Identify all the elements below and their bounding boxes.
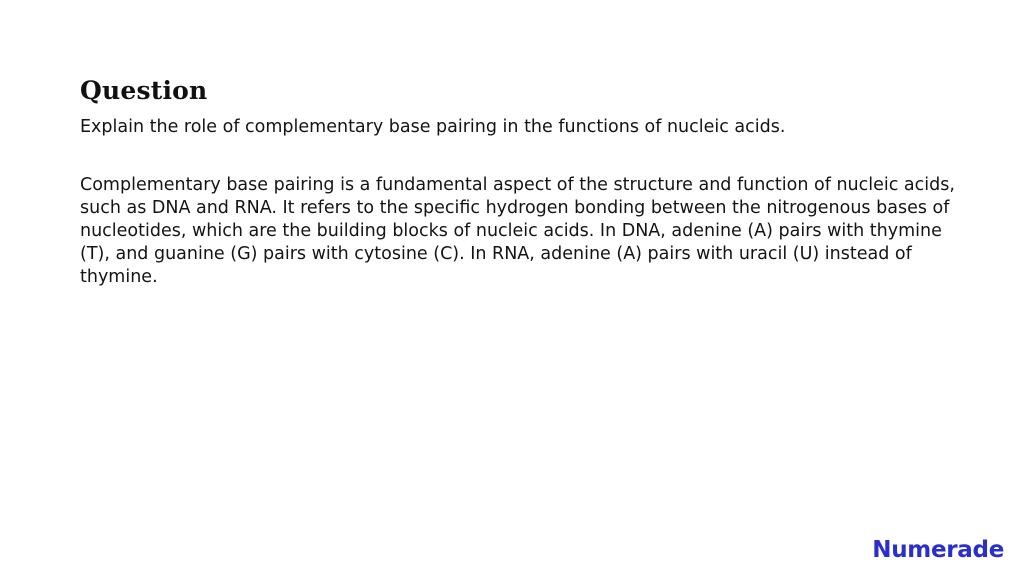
- answer-text: Complementary base pairing is a fundamental aspect of the structure and function of nucleic acids, such as DNA and RNA. It refers to the specific hydrogen bonding between the nitrogenous bases of nucleotides, which are the building blocks of nucleic acids. In DNA, adenine (A) pairs with thymine (T), and guanine (G) pairs with cytosine (C). In RNA, adenine (A) pairs with uracil (U) instead of thymine.: [80, 175, 955, 287]
- question-text: Explain the role of complementary base pairing in the functions of nucleic acids.: [80, 117, 786, 137]
- logo-text: Numerade: [872, 537, 1004, 563]
- question-heading: Question: [80, 76, 208, 105]
- numerade-logo: [872, 532, 1004, 568]
